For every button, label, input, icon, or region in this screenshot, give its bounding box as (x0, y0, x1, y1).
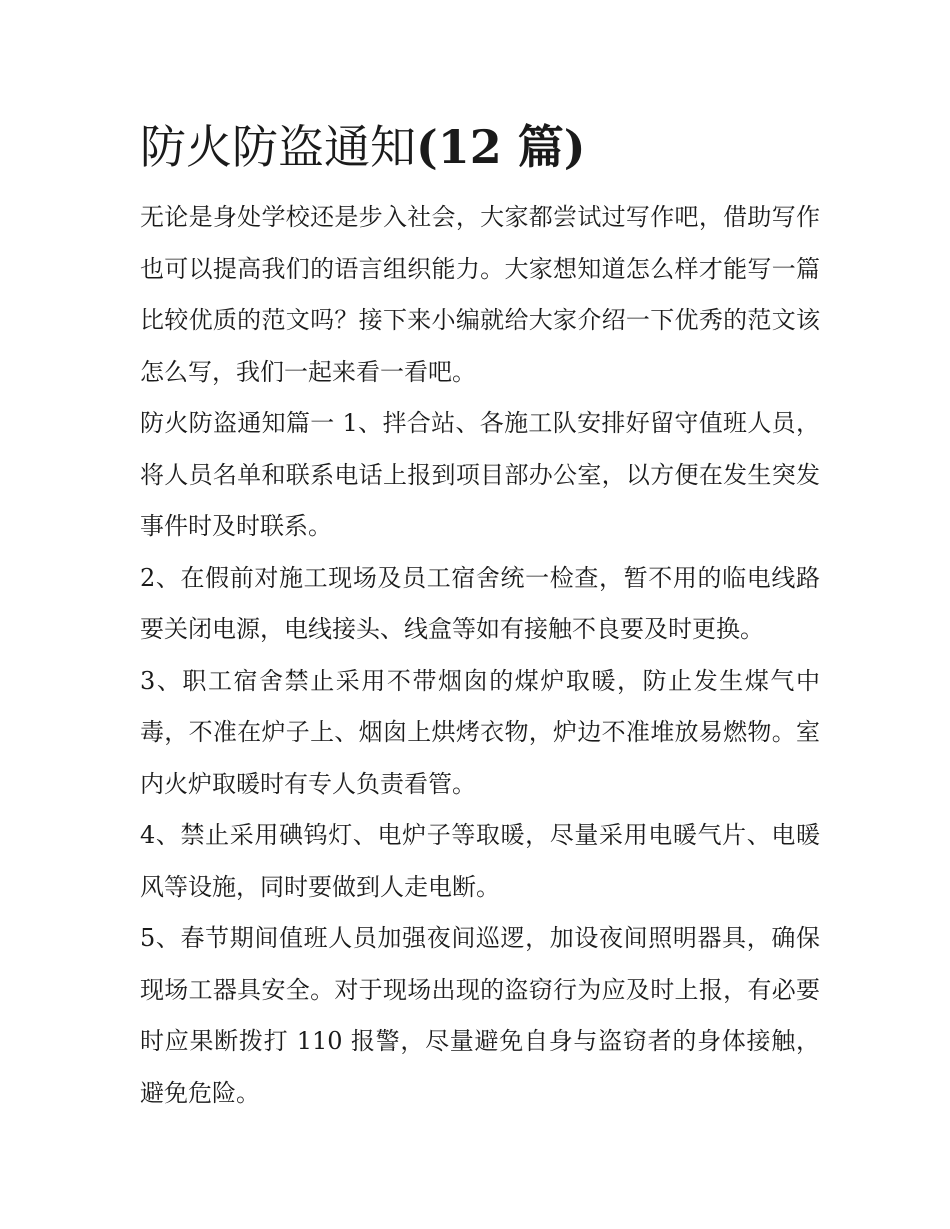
paragraph-intro: 无论是身处学校还是步入社会，大家都尝试过写作吧，借助写作也可以提高我们的语言组织能力。大家想知道怎么样才能写一篇比较优质的范文吗？接下来小编就给大家介绍一下优秀的范文该怎么写，我们一起来看一看吧。 (140, 203, 820, 386)
page-title (140, 112, 820, 182)
title-main: 防火防盗通知 (140, 120, 416, 174)
title-suffix: (12 篇) (416, 120, 586, 174)
paragraph-item-5: 5、春节期间值班人员加强夜间巡逻，加设夜间照明器具，确保现场工器具安全。对于现场出现的盗窃行为应及时上报，有必要时应果断拨打 110 报警，尽量避免自身与盗窃者的身体接触，避免危险。 (140, 924, 820, 1107)
paragraph-item-1: 防火防盗通知篇一 1、拌合站、各施工队安排好留守值班人员，将人员名单和联系电话上报到项目部办公室，以方便在发生突发事件时及时联系。 (140, 409, 820, 540)
paragraph-item-2: 2、在假前对施工现场及员工宿舍统一检查，暂不用的临电线路要关闭电源，电线接头、线盒等如有接触不良要及时更换。 (140, 563, 820, 643)
paragraph-item-3: 3、职工宿舍禁止采用不带烟囱的煤炉取暖，防止发生煤气中毒，不准在炉子上、烟囱上烘烤衣物，炉边不准堆放易燃物。室内火炉取暖时有专人负责看管。 (140, 666, 820, 798)
document-body (140, 112, 820, 1119)
paragraph-item-4: 4、禁止采用碘钨灯、电炉子等取暖，尽量采用电暖气片、电暖风等设施，同时要做到人走电断。 (140, 821, 820, 901)
